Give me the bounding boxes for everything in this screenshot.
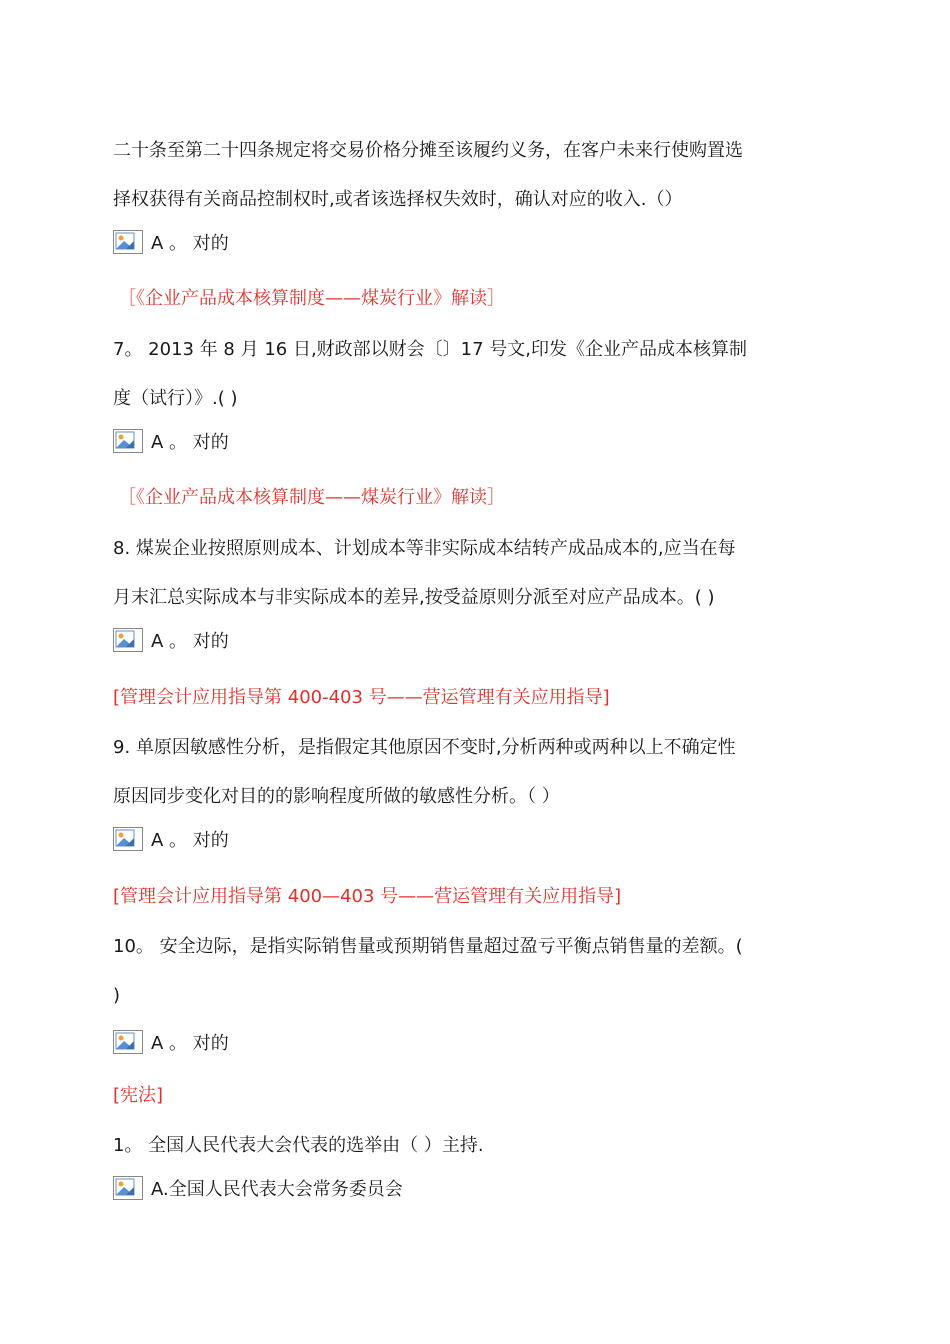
broken-image-icon [113,628,143,652]
question-text-line: 8. 煤炭企业按照原则成本、计划成本等非实际成本结转产成品成本的,应当在每 [113,538,736,559]
broken-image-icon [113,230,143,254]
answer-option-label: A.全国人民代表大会常务委员会 [151,1179,403,1200]
answer-option [113,1175,403,1201]
question-text-line: 原因同步变化对目的的影响程度所做的敏感性分析。（ ） [113,786,560,807]
question-text-line: 1。 全国人民代表大会代表的选举由（ ）主持. [113,1135,484,1156]
answer-option-label: A 。 对的 [151,432,229,453]
broken-image-icon [113,827,143,851]
answer-option [113,826,229,852]
answer-option [113,229,229,255]
question-text-line: 度（试行）》.( ) [113,388,238,409]
section-heading: ［《企业产品成本核算制度——煤炭行业》解读］ [118,487,505,508]
answer-option-label: A 。 对的 [151,830,229,851]
answer-option-label: A 。 对的 [151,631,229,652]
question-text-line: ) [113,985,121,1006]
section-heading: [宪法] [113,1085,164,1106]
section-heading: ［《企业产品成本核算制度——煤炭行业》解读］ [118,288,505,309]
broken-image-icon [113,429,143,453]
section-heading: [管理会计应用指导第 400—403 号——营运管理有关应用指导] [113,886,622,907]
section-heading: [管理会计应用指导第 400-403 号——营运管理有关应用指导] [113,687,610,708]
answer-option-label: A 。 对的 [151,1033,229,1054]
question-text-line: 9. 单原因敏感性分析，是指假定其他原因不变时,分析两种或两种以上不确定性 [113,737,736,758]
broken-image-icon [113,1030,143,1054]
answer-option [113,627,229,653]
broken-image-icon [113,1176,143,1200]
question-text-line: 月末汇总实际成本与非实际成本的差异,按受益原则分派至对应产品成本。( ) [113,587,715,608]
answer-option [113,428,229,454]
answer-option [113,1029,229,1055]
question-text-line: 10。 安全边际，是指实际销售量或预期销售量超过盈亏平衡点销售量的差额。( [113,936,743,957]
question-text-line: 择权获得有关商品控制权时,或者该选择权失效时，确认对应的收入.（） [113,189,683,210]
question-text-line: 7。 2013 年 8 月 16 日,财政部以财会〔〕17 号文,印发《企业产品成本核算制 [113,339,748,360]
question-text-line: 二十条至第二十四条规定将交易价格分摊至该履约义务，在客户未来行使购置选 [113,140,743,161]
answer-option-label: A 。 对的 [151,233,229,254]
